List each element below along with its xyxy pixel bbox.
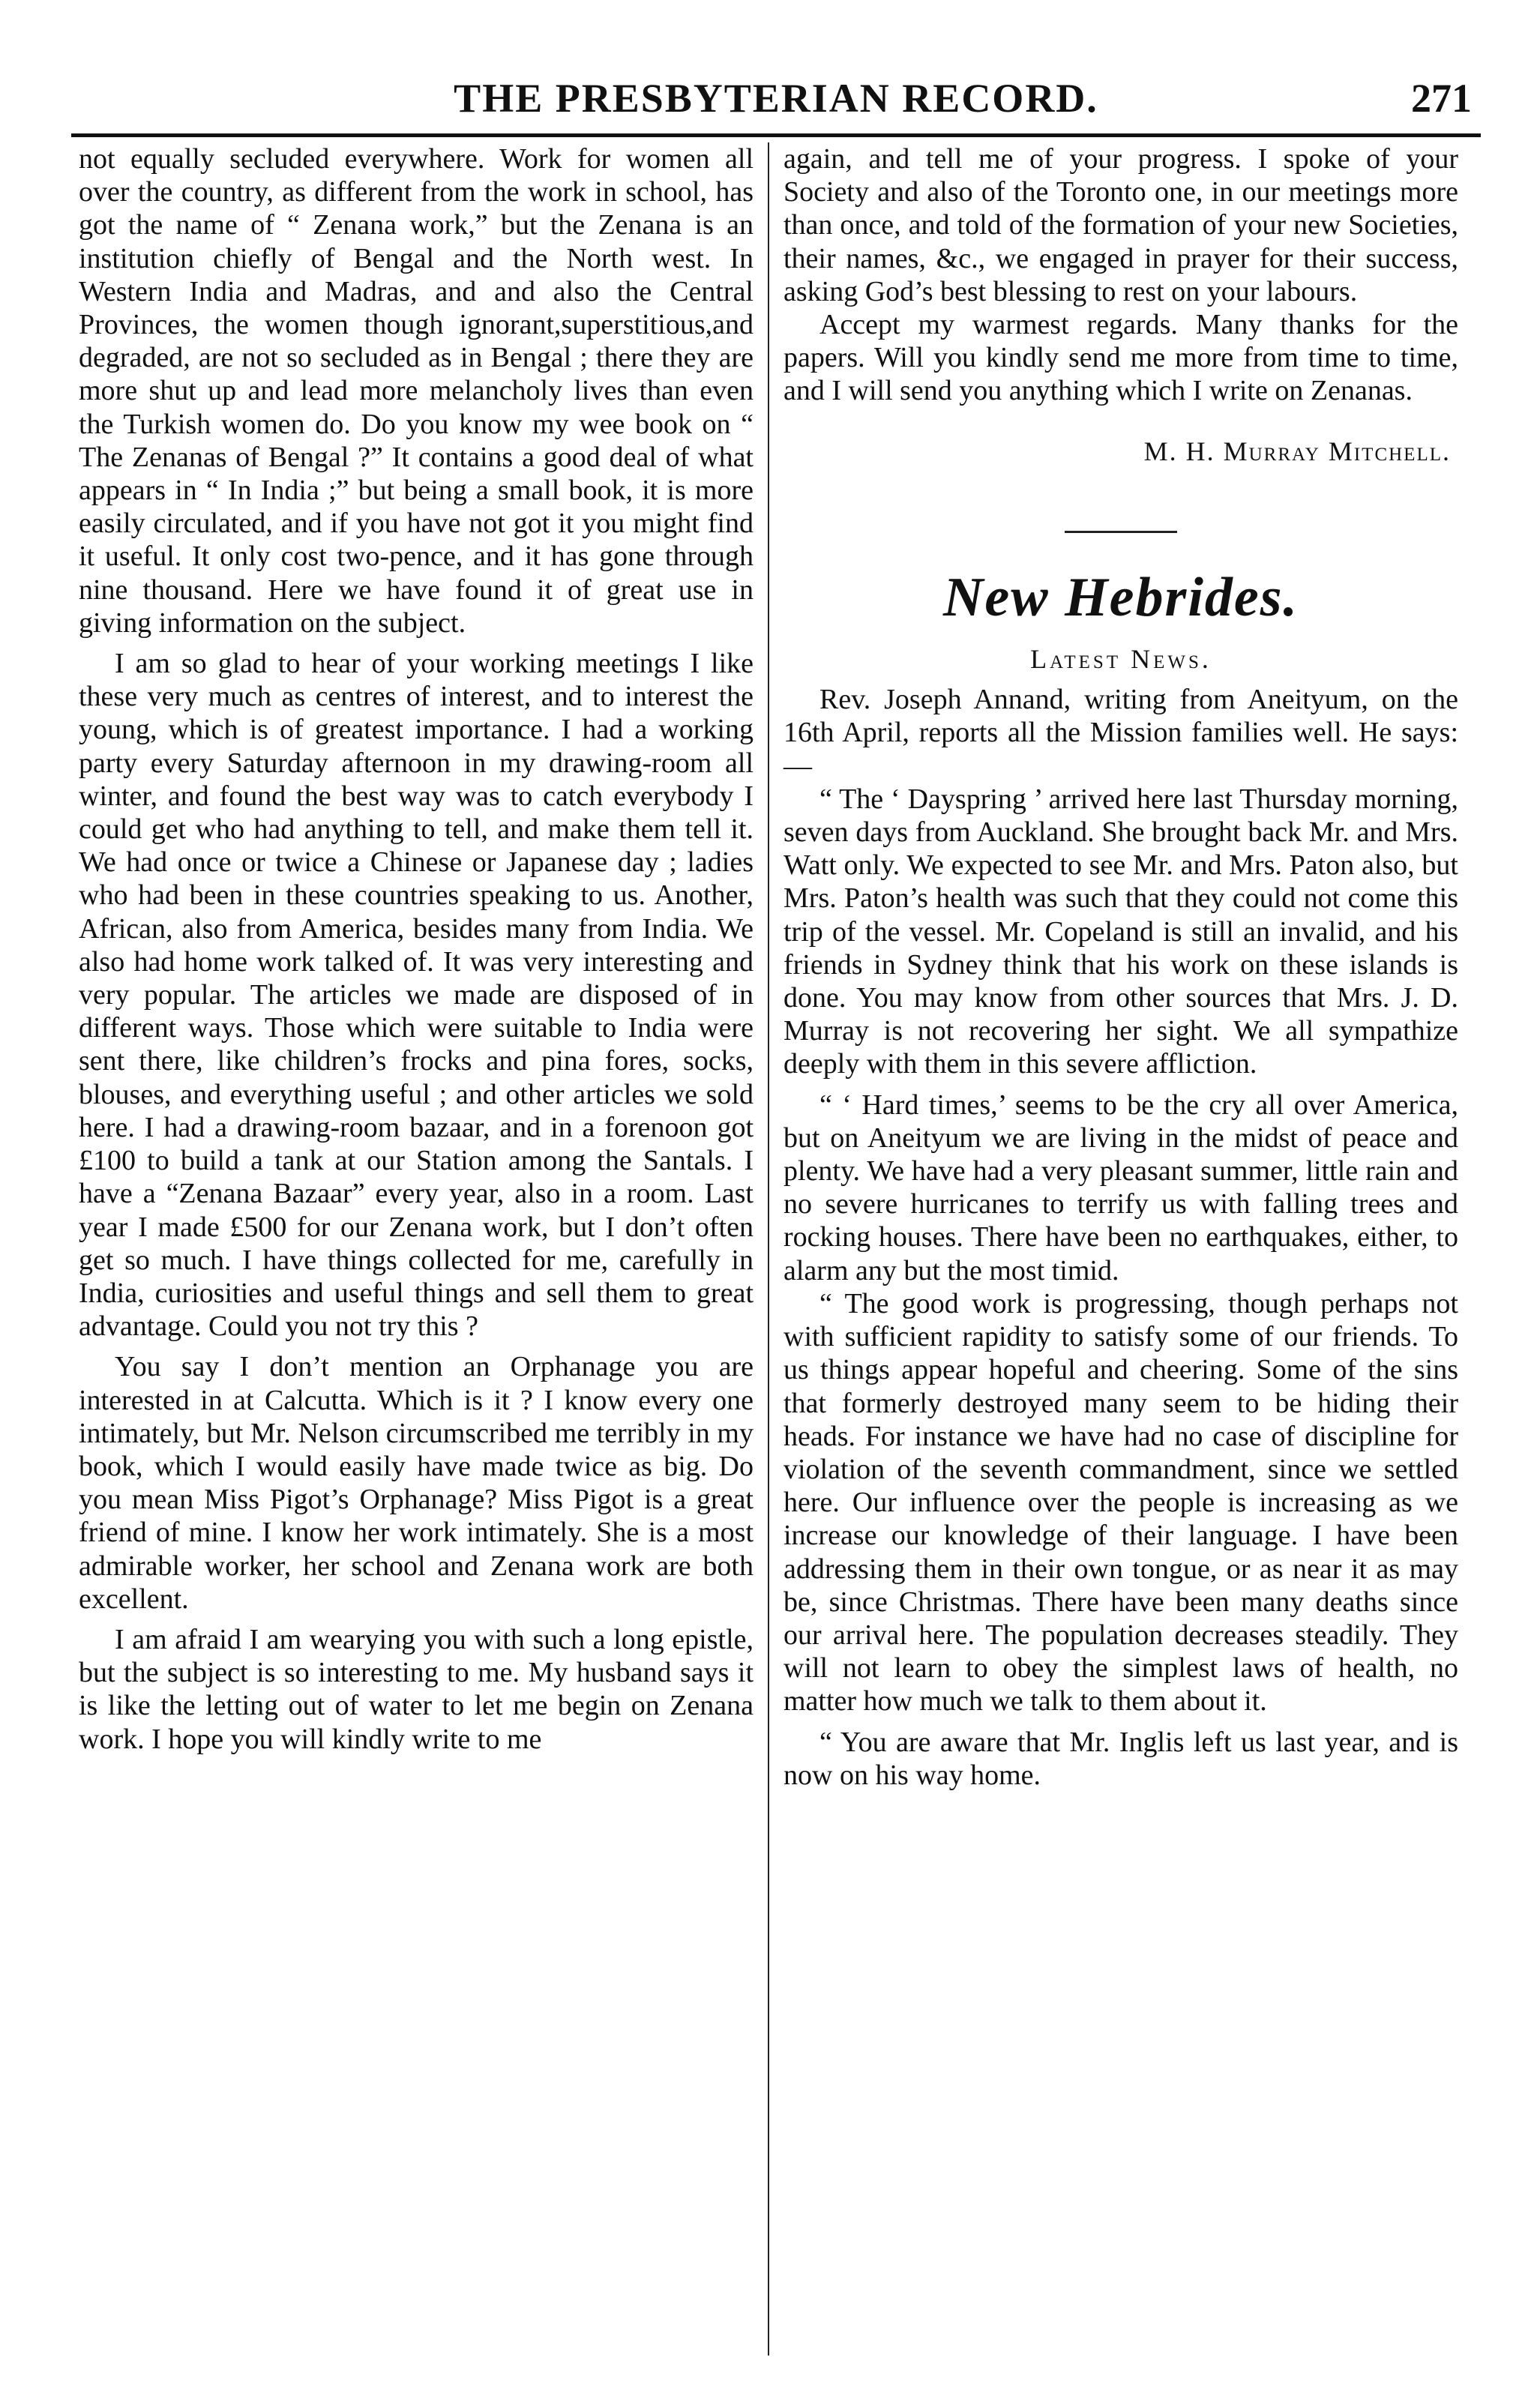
running-title: THE PRESBYTERIAN RECORD. [454, 76, 1098, 121]
paragraph-mr-inglis: “ You are aware that Mr. Inglis left us last year, and is now on his way home. [783, 1726, 1458, 1791]
letter-signature: M. H. Murray Mitchell. [1143, 436, 1451, 466]
paragraph-orphanage: You say I don’t mention an Orphanage you are interested in at Calcutta. Which is it ? I know every one intimately, but Mr. Nelson circumscribed me terribly in my book, which I would easily have made twice as big. Do you mean Miss Pigot’s Orphanage? Miss Pigot is a great friend of mine. I know her work intimately. She is a most admirable worker, her school and Zenana work are both excellent. [79, 1351, 754, 1615]
section-heading: New Hebrides. [942, 566, 1299, 628]
paragraph-working-meetings: I am so glad to hear of your working meetings I like these very much as centres of interest, and to interest the young, which is of greatest importance. I had a working party every Saturday afternoon in my drawing-room all winter, and found the best way was to catch everybody I could get who had anything to tell, and make them tell it. We had once or twice a Chinese or Japanese day ; ladies who had been in these countries speaking to us. Another, African, also from America, besides many from India. We also had home work talked of. It was very interesting and very popular. The articles we made are disposed of in different ways. Those which were suitable to India were sent there, like children’s frocks and pina fores, socks, blouses, and everything useful ; and other articles we sold here. I had a drawing-room bazaar, and in a forenoon got £100 to build a tank at our Station among the Santals. I have a “Zenana Bazaar” every year, also in a room. Last year I made £500 for our Zenana work, but I don’t often get so much. I have things collected for me, carefully in India, curiosities and useful things and sell them to great advantage. Could you not try this ? [79, 648, 754, 1343]
section-subheading: Latest News. [1030, 644, 1212, 675]
left-column [79, 142, 754, 1756]
page-header [71, 69, 1481, 123]
paragraph-annand-intro: Rev. Joseph Annand, writing from Aneityum, on the 16th April, reports all the Mission families well. He says:— [783, 684, 1458, 782]
paragraph-progress: again, and tell me of your progress. I spoke of your Society and also of the Toronto one, in our meetings more than once, and told of the formation of your new Societies, their names, &c., we engaged in prayer for their success, asking God’s best blessing to rest on your labours. [783, 143, 1458, 307]
section-separator [1065, 531, 1177, 533]
right-column [783, 142, 1458, 1792]
column-divider [768, 142, 769, 2356]
paragraph-zenana-work: not equally secluded everywhere. Work for women all over the country, as different from the work in school, has got the name of “ Zenana work,” but the Zenana is an institution chiefly of Bengal and the North west. In Western India and Madras, and and also the Central Provinces, the women though ignorant,superstitious,and degraded, are not so secluded as in Bengal ; there they are more shut up and lead more melancholy lives than even the Turkish women do. Do you know my wee book on “ The Zenanas of Bengal ?” It contains a good deal of what appears in “ In India ;” but being a small book, it is more easily circulated, and if you have not got it you might find it useful. It only cost two-pence, and it has gone through nine thousand. Here we have found it of great use in giving information on the subject. [79, 143, 754, 639]
paragraph-good-work: “ The good work is progressing, though perhaps not with sufficient rapidity to satisfy some of our friends. To us things appear hopeful and cheering. Some of the sins that formerly destroyed many seem to be hiding their heads. For instance we have had no case of discipline for violation of the seventh commandment, since we settled here. Our influence over the people is increasing as we increase our knowledge of their language. I have been addressing them in their own tongue, or as near it as may be, since Christmas. There have been many deaths since our arrival here. The population decreases steadily. They will not learn to obey the simplest laws of health, no matter how much we talk to them about it. [783, 1287, 1458, 1718]
paragraph-dayspring: “ The ‘ Dayspring ’ arrived here last Thursday morning, seven days from Auckland. She brought back Mr. and Mrs. Watt only. We expected to see Mr. and Mrs. Paton also, but Mrs. Paton’s health was such that they could not come this trip of the vessel. Mr. Copeland is still an invalid, and his friends in Sydney think that his work on these islands is done. You may know from other sources that Mrs. J. D. Murray is not recovering her sight. We all sympathize deeply with them in this severe affliction. [783, 783, 1458, 1080]
header-rule [71, 133, 1481, 137]
page-number: 271 [1411, 76, 1472, 121]
paragraph-regards: Accept my warmest regards. Many thanks for the papers. Will you kindly send me more from time to time, and I will send you anything which I write on Zenanas. [783, 309, 1458, 407]
paragraph-epistle: I am afraid I am wearying you with such a long epistle, but the subject is so interesting to me. My husband says it is like the letting out of water to let me begin on Zenana work. I hope you will kindly write to me [79, 1623, 754, 1755]
paragraph-hard-times: “ ‘ Hard times,’ seems to be the cry all over America, but on Aneityum we are living in the midst of peace and plenty. We have had a very pleasant summer, little rain and no severe hurricanes to terrify us with falling trees and rocking houses. There have been no earthquakes, either, to alarm any but the most timid. [783, 1089, 1458, 1286]
